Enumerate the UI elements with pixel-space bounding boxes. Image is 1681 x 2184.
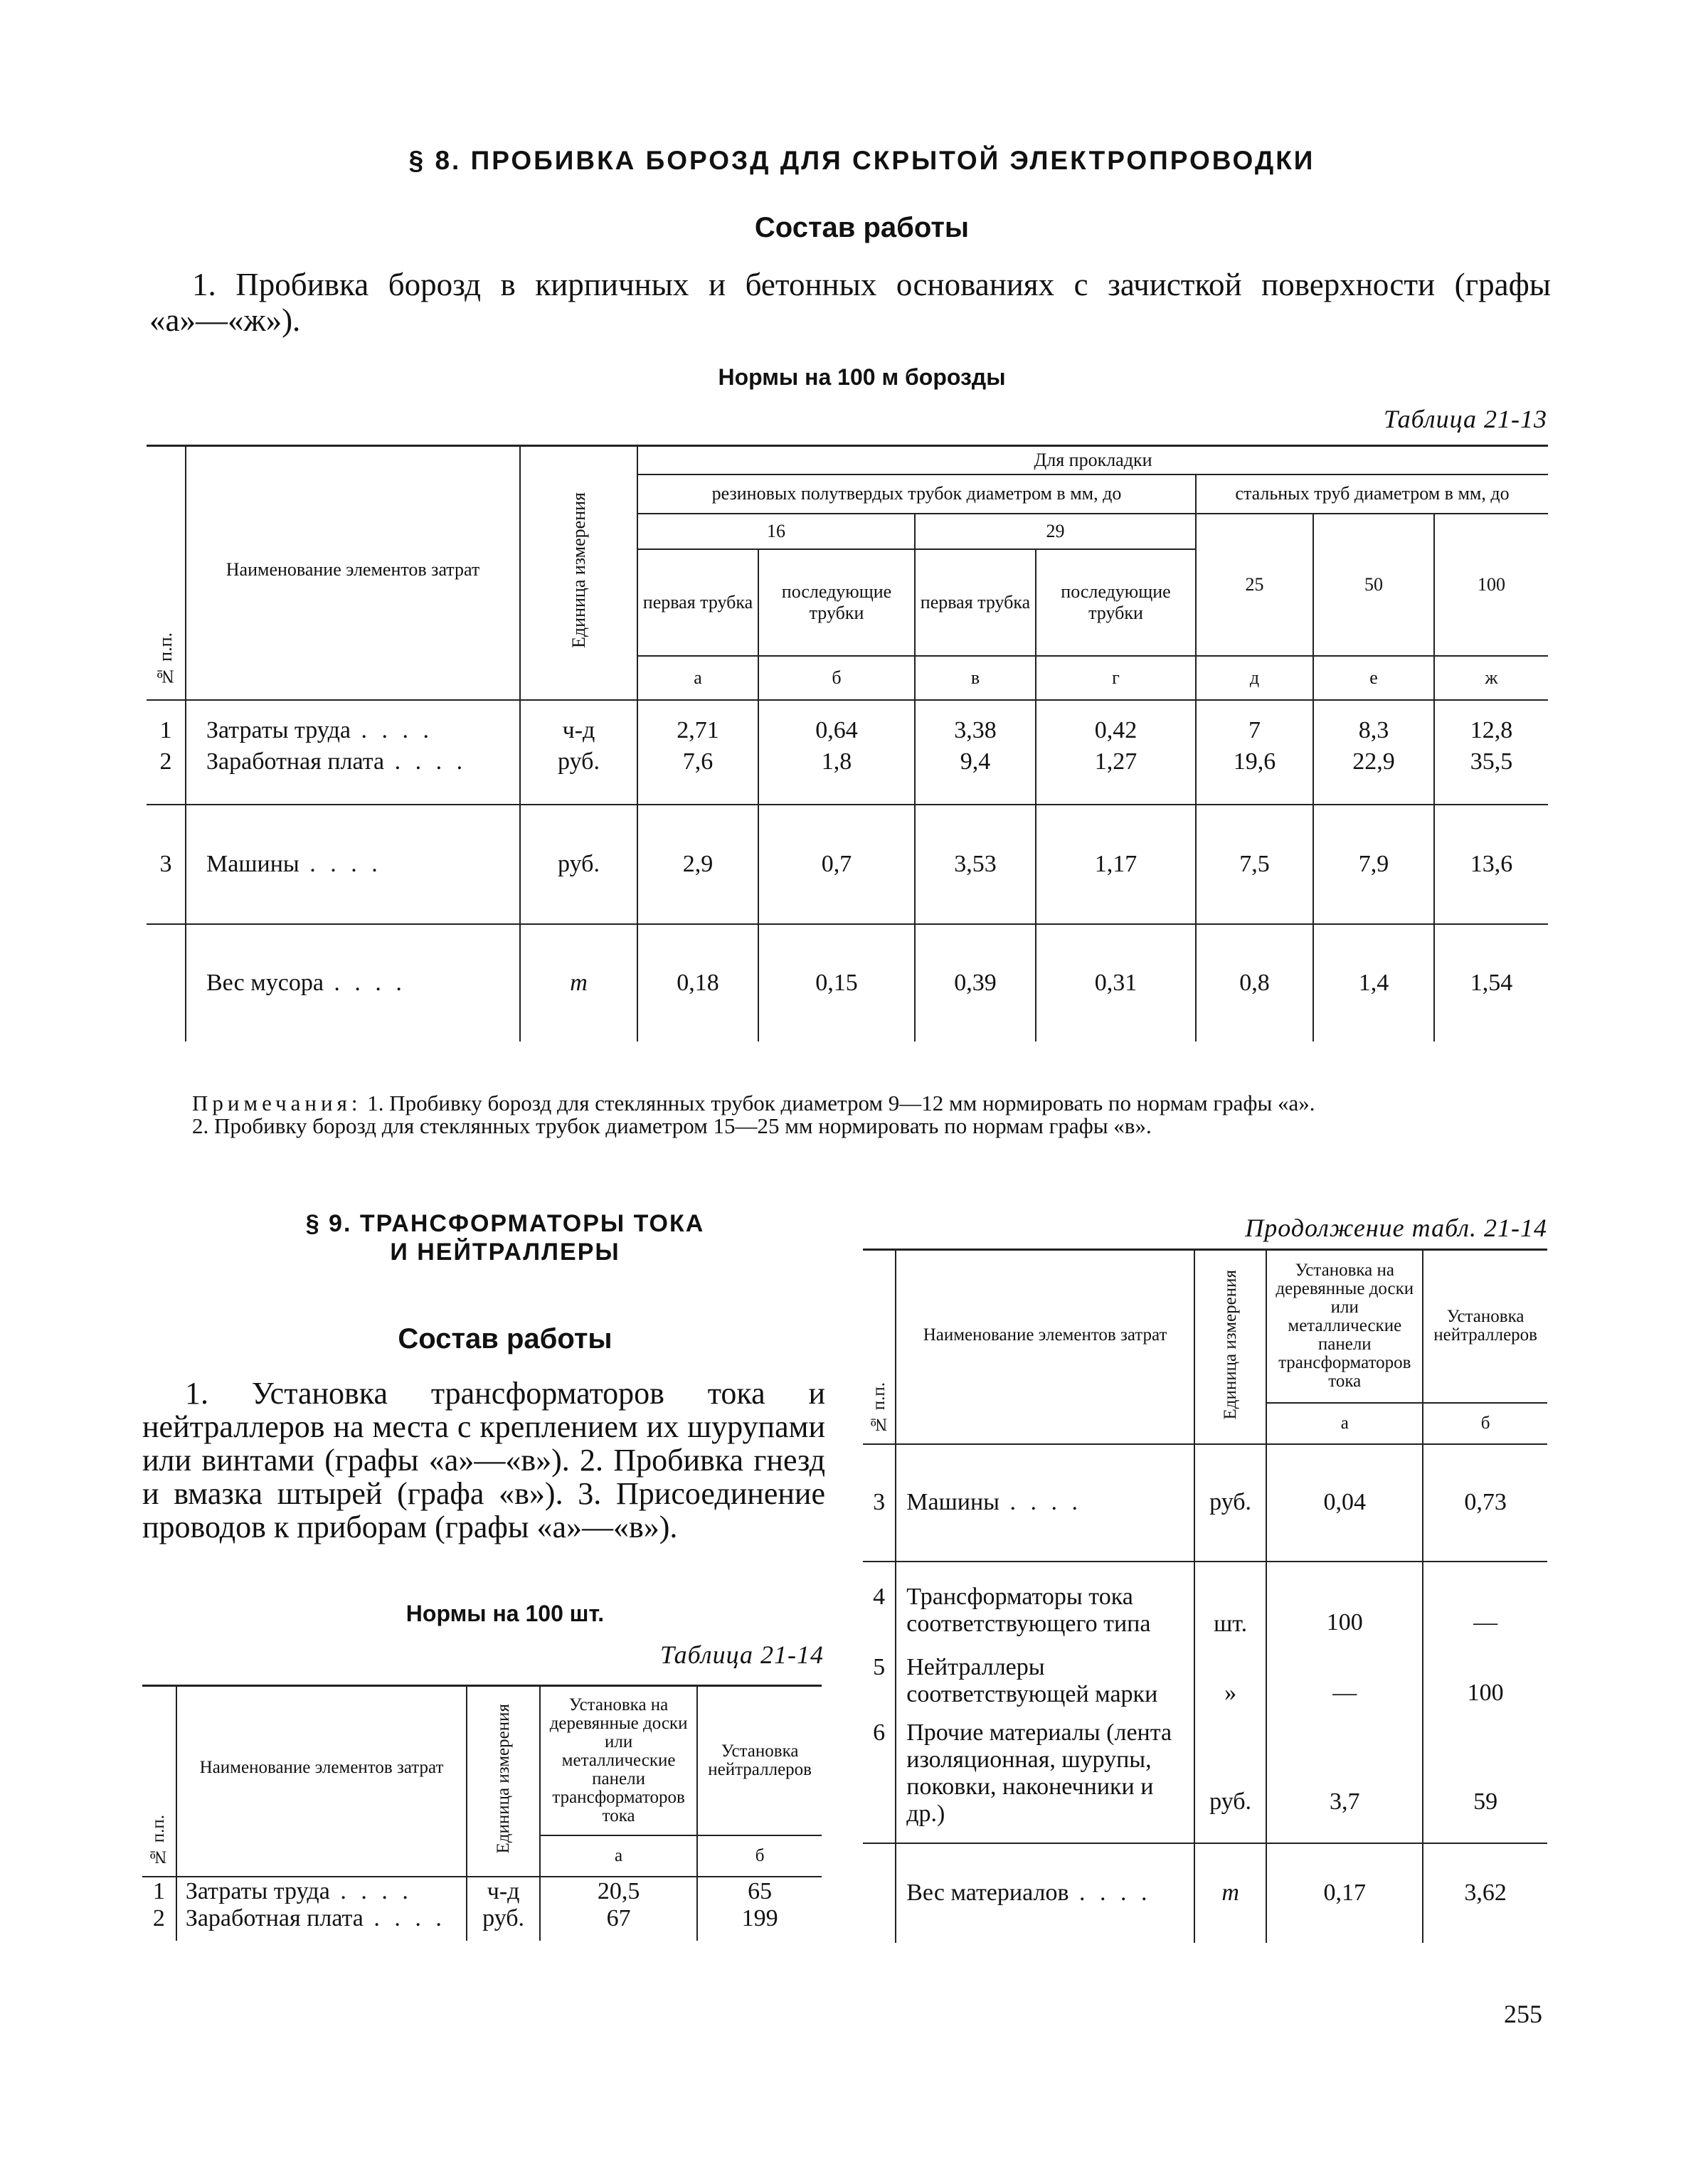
t2-cell: 199 [697,1905,822,1941]
t1-h-num: № п.п. [147,446,186,700]
t1-letter: г [1036,656,1196,700]
t3-row-name: Прочие материалы (лента изоляционная, шурупы, поковки, наконечники и др.) [896,1708,1194,1843]
table-21-14-continued [863,1249,1547,1943]
t3-h-unit: Единица измерения [1194,1250,1266,1444]
section-8-work-title: Состав работы [754,212,970,243]
t1-row-name: Затраты труда . . . . [186,700,520,744]
note-1 [192,1092,1551,1115]
table-21-14 [142,1685,822,1941]
t1-cell: 0,15 [758,924,915,1041]
t3-cell: 59 [1423,1708,1547,1843]
t2-h-a: Установка на деревянные доски или металлические панели трансформаторов тока [540,1686,697,1835]
t2-h-num: № п.п. [142,1686,176,1877]
page-number: 255 [1504,2000,1542,2028]
t1-row-name: Вес мусора . . . . [186,924,520,1041]
t1-row-num: 2 [147,744,186,805]
t3-row-num: 6 [863,1708,896,1843]
t1-row-num [147,924,186,1041]
t3-row-name: Трансформаторы тока соответствующего типа [896,1562,1194,1638]
t1-cell: 12,8 [1434,700,1548,744]
t1-row-unit: ч-д [520,700,637,744]
t2-h-unit: Единица измерения [467,1686,540,1877]
t1-cell: 0,7 [758,805,915,924]
t3-h-a: Установка на деревянные доски или металлические панели трансформаторов тока [1266,1250,1423,1403]
notes [192,1092,1551,1138]
t1-cell: 7 [1196,700,1313,744]
t1-h-for: Для прокладки [637,446,1548,475]
t1-letter: е [1313,656,1434,700]
t3-letter: а [1266,1403,1423,1444]
t1-h-first-29: первая трубка [915,549,1036,656]
t3-row-num: 3 [863,1444,896,1562]
section-8-work-text: 1. Пробивка борозд в кирпичных и бетонных основаниях с зачисткой поверхности (графы «а»—«ж»). [149,267,1551,338]
t3-row-unit: руб. [1194,1708,1266,1843]
t3-cell: 3,7 [1266,1708,1423,1843]
t1-row-name: Заработная плата . . . . [186,744,520,805]
t1-cell: 13,6 [1434,805,1548,924]
t1-row-unit: руб. [520,744,637,805]
t3-cell: 0,04 [1266,1444,1423,1562]
t1-cell: 19,6 [1196,744,1313,805]
t1-letter: б [758,656,915,700]
t3-row-name: Вес материалов . . . . [896,1843,1194,1943]
t3-row-unit: шт. [1194,1562,1266,1638]
t1-h-29: 29 [915,514,1196,549]
t1-row-unit: руб. [520,805,637,924]
table-21-14-caption: Таблица 21-14 [659,1640,824,1669]
t1-cell: 7,6 [637,744,758,805]
section-8-title: § 8. ПРОБИВКА БОРОЗД ДЛЯ СКРЫТОЙ ЭЛЕКТРОПРОВОДКИ [408,146,1315,175]
t3-cell: — [1423,1562,1547,1638]
t1-h-next-29: последующие трубки [1036,549,1196,656]
table-21-13-norms: Нормы на 100 м борозды [718,364,1006,390]
section-9-title [213,1209,797,1266]
t1-h-100: 100 [1434,514,1548,656]
t2-letter: б [697,1835,822,1877]
t1-cell: 1,4 [1313,924,1434,1041]
t1-cell: 1,27 [1036,744,1196,805]
t3-row-unit: т [1194,1843,1266,1943]
t1-row-name: Машины . . . . [186,805,520,924]
t3-row-num: 4 [873,1583,886,1610]
t2-h-b: Установка нейтраллеров [697,1686,822,1835]
t1-cell: 7,5 [1196,805,1313,924]
t1-letter: ж [1434,656,1548,700]
t3-cell: 0,73 [1423,1444,1547,1562]
t3-row-num [863,1843,896,1943]
t3-h-num: № п.п. [863,1250,896,1444]
t3-cell: — [1266,1638,1423,1708]
t3-cell: 100 [1423,1638,1547,1708]
t1-cell: 2,9 [637,805,758,924]
t1-cell: 22,9 [1313,744,1434,805]
t1-cell: 1,8 [758,744,915,805]
t1-row-num: 1 [159,716,172,743]
t3-h-b: Установка нейтраллеров [1423,1250,1547,1403]
t3-row-name: Машины . . . . [896,1444,1194,1562]
t2-row-name: Заработная плата . . . . [176,1905,467,1941]
t1-letter: в [915,656,1036,700]
t2-row-num: 1 [152,1877,165,1904]
t1-cell: 35,5 [1434,744,1548,805]
t1-cell: 2,71 [637,700,758,744]
note-2: 2. Пробивку борозд для стеклянных трубок диаметром 15—25 мм нормировать по нормам графы «в». [192,1113,1152,1138]
t1-letter: а [637,656,758,700]
t1-row-unit: т [520,924,637,1041]
table-21-13-caption: Таблица 21-13 [1383,405,1547,433]
note-1-text: 1. Пробивку борозд для стеклянных трубок диаметром 9—12 мм нормировать по нормам графы «а». [367,1091,1315,1115]
section-9-title-line1: § 9. ТРАНСФОРМАТОРЫ ТОКА [305,1210,705,1237]
t1-cell: 0,42 [1036,700,1196,744]
t1-cell: 3,38 [915,700,1036,744]
t1-h-50: 50 [1313,514,1434,656]
t1-h-first-16: первая трубка [637,549,758,656]
t1-row-num: 3 [147,805,186,924]
t1-cell: 3,53 [915,805,1036,924]
t1-cell: 0,31 [1036,924,1196,1041]
t3-row-unit: руб. [1194,1444,1266,1562]
t2-cell: 65 [697,1877,822,1905]
t1-cell: 9,4 [915,744,1036,805]
t1-cell: 0,39 [915,924,1036,1041]
t1-h-next-16: последующие трубки [758,549,915,656]
t1-cell: 0,64 [758,700,915,744]
t2-h-name: Наименование элементов затрат [176,1686,467,1877]
t2-row-unit: ч-д [467,1877,540,1905]
t1-h-25: 25 [1196,514,1313,656]
t1-h-steel: стальных труб диаметром в мм, до [1196,475,1548,514]
table-21-14-norms: Нормы на 100 шт. [405,1601,605,1626]
t1-cell: 7,9 [1313,805,1434,924]
t1-cell: 0,18 [637,924,758,1041]
t3-cell: 100 [1266,1562,1423,1638]
t3-row-unit: » [1194,1638,1266,1708]
t2-cell: 20,5 [540,1877,697,1905]
section-9-work-text: 1. Установка трансформаторов тока и нейтраллеров на места с креплением их шурупами или винтами (графы «а»—«в»). 2. Пробивка гнезд и вмазка штырей (графа «в»). 3. Присоединение проводов к приборам (графы «а»—«в»). [142,1376,825,1544]
t3-letter: б [1423,1403,1547,1444]
t3-row-name: Нейтраллеры соответствующей марки [896,1638,1194,1708]
t3-h-name: Наименование элементов затрат [896,1250,1194,1444]
t2-letter: а [540,1835,697,1877]
t1-cell: 8,3 [1313,700,1434,744]
table-21-14-cont-caption: Продолжение табл. 21-14 [1245,1214,1547,1242]
section-9-title-line2: И НЕЙТРАЛЛЕРЫ [390,1239,620,1266]
table-21-13 [147,445,1548,1041]
t3-cell: 0,17 [1266,1843,1423,1943]
t1-cell: 1,54 [1434,924,1548,1041]
notes-label: Примечания: [192,1091,362,1115]
t1-h-unit: Единица измерения [520,446,637,700]
t1-cell: 0,8 [1196,924,1313,1041]
t1-h-rubber: резиновых полутвердых трубок диаметром в мм, до [637,475,1196,514]
t1-h-name: Наименование элементов затрат [186,446,520,700]
section-9-work-title: Состав работы [398,1323,613,1355]
t1-cell: 1,17 [1036,805,1196,924]
t2-cell: 67 [540,1905,697,1941]
t1-letter: д [1196,656,1313,700]
t2-row-num: 2 [152,1904,165,1931]
t1-h-16: 16 [637,514,915,549]
t2-row-name: Затраты труда . . . . [176,1877,467,1905]
t3-row-num: 5 [873,1653,886,1680]
t3-cell: 3,62 [1423,1843,1547,1943]
t2-row-unit: руб. [467,1905,540,1941]
